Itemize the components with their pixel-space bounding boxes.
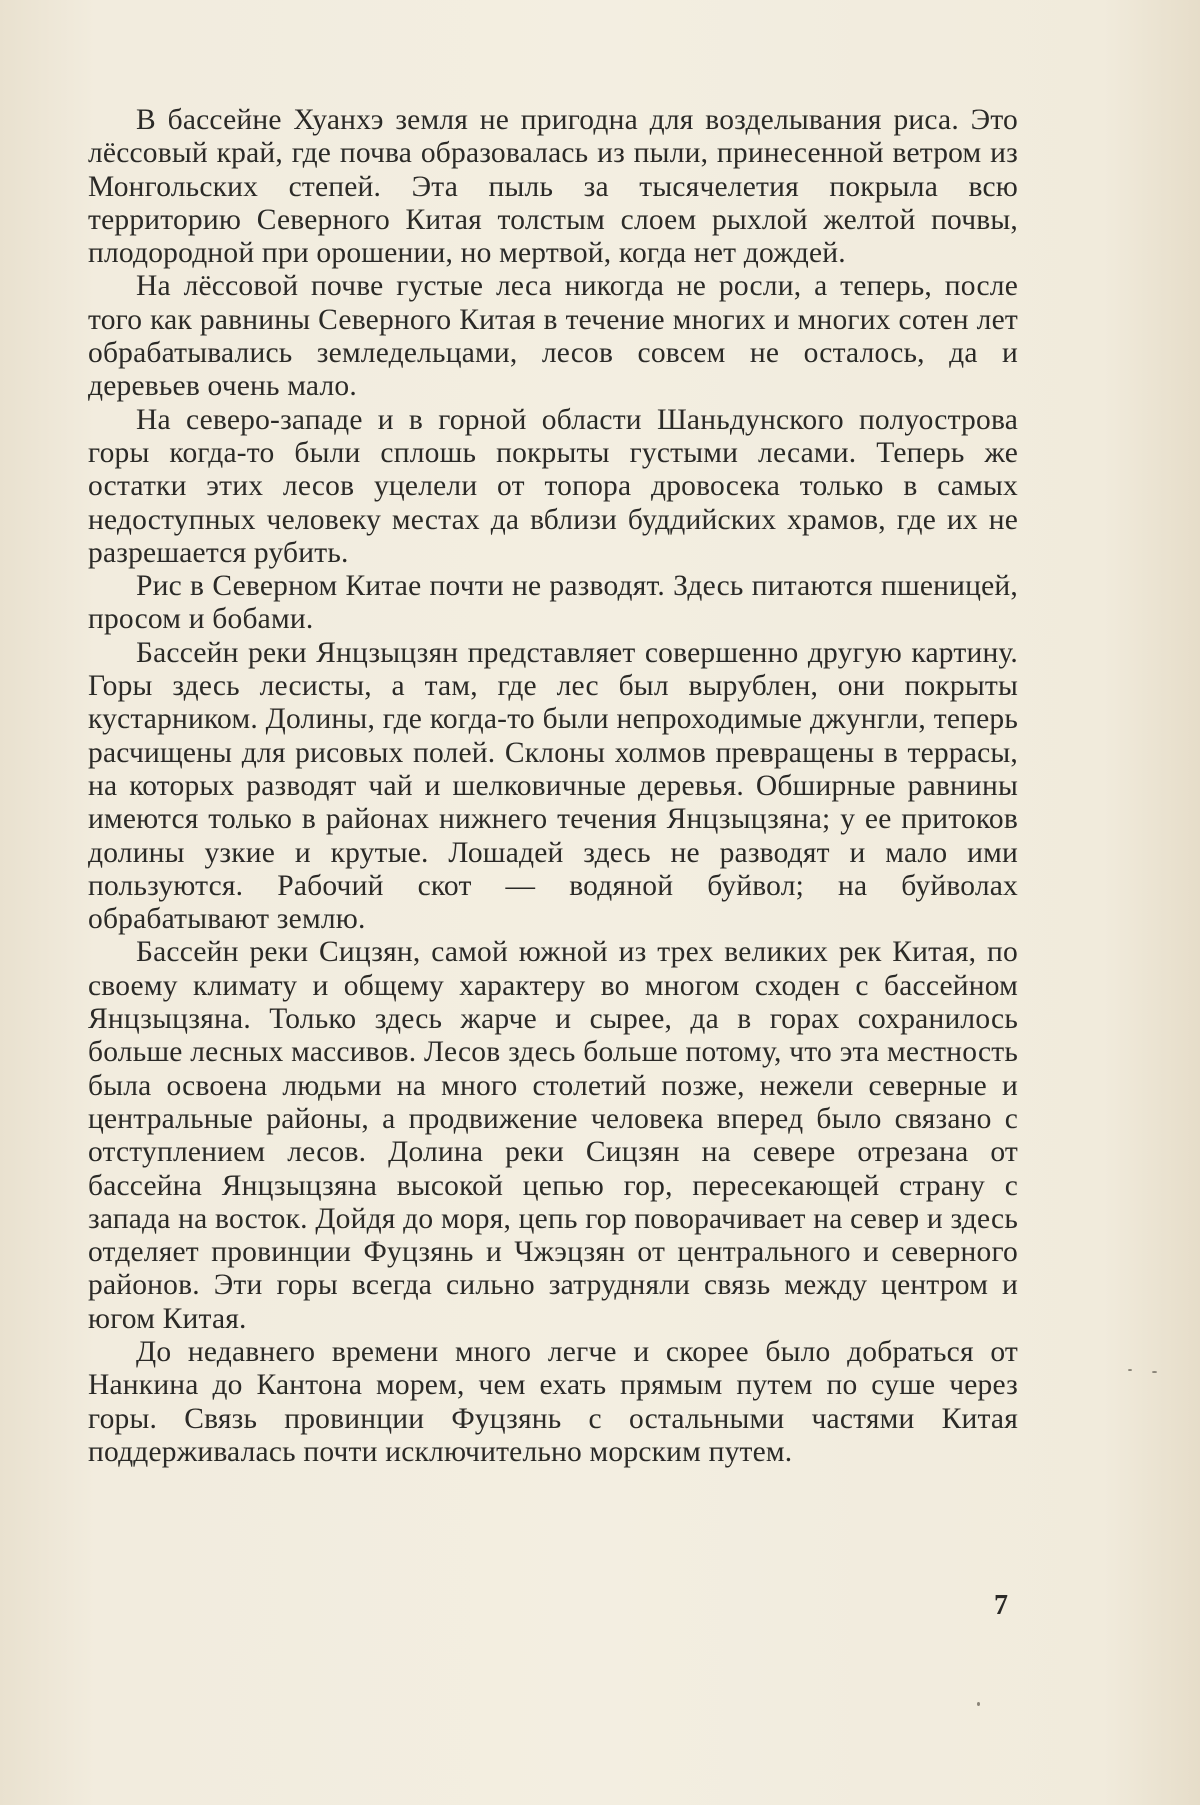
paper-speck — [1152, 1371, 1157, 1373]
paragraph-4: Рис в Северном Китае почти не разводят. Здесь питаются пшеницей, просом и бобами. — [88, 570, 1018, 636]
paragraph-6: Бассейн реки Сицзян, самой южной из трех великих рек Китая, по своему климату и общему характеру во многом сходен с бассейном Янцзыцзяна. Только здесь жарче и сырее, да в горах сохранилось больше лесных массивов. Лесов здесь больше потому, что эта местность была освоена людьми на много столетий позже, нежели северные и центральные районы, а продвижение человека вперед было связано с отступлением лесов. Долина реки Сицзян на севере отрезана от бассейна Янцзыцзяна высокой цепью гор, пересекающей страну с запада на восток. Дойдя до моря, цепь гор поворачивает на север и здесь отделяет провинции Фуцзянь и Чжэцзян от центрального и северного районов. Эти горы всегда сильно затрудняли связь между центром и югом Китая. — [88, 936, 1018, 1335]
page-number: 7 — [994, 1590, 1008, 1621]
paragraph-2: На лёссовой почве густые леса никогда не росли, а теперь, после того как равнины Северного Китая в течение многих и многих сотен лет обрабатывались земледельцами, лесов совсем не осталось, да и деревьев очень мало. — [88, 270, 1018, 403]
body-text — [88, 104, 1018, 1469]
paragraph-5: Бассейн реки Янцзыцзян представляет совершенно другую картину. Горы здесь лесисты, а там, где лес был вырублен, они покрыты кустарником. Долины, где когда-то были непроходимые джунгли, теперь расчищены для рисовых полей. Склоны холмов превращены в террасы, на которых разводят чай и шелковичные деревья. Обширные равнины имеются только в районах нижнего течения Янцзыцзяна; у ее притоков долины узкие и крутые. Лошадей здесь не разводят и мало ими пользуются. Рабочий скот — водяной буйвол; на буйволах обрабатывают землю. — [88, 636, 1018, 936]
paper-speck — [1128, 1369, 1132, 1371]
paragraph-7: До недавнего времени много легче и скорее было добраться от Нанкина до Кантона морем, чем ехать прямым путем по суше через горы. Связь провинции Фуцзянь с остальными частями Китая поддерживалась почти исключительно морским путем. — [88, 1335, 1018, 1468]
paragraph-3: На северо-западе и в горной области Шаньдунского полуострова горы когда-то были сплошь покрыты густыми лесами. Теперь же остатки этих лесов уцелели от топора дровосека только в самых недоступных человеку местах да вблизи буддийских храмов, где их не разрешается рубить. — [88, 403, 1018, 569]
paragraph-1: В бассейне Хуанхэ земля не пригодна для возделывания риса. Это лёссовый край, где почва образовалась из пыли, принесенной ветром из Монгольских степей. Эта пыль за тысячелетия покрыла всю территорию Северного Китая толстым слоем рыхлой желтой почвы, плодородной при орошении, но мертвой, когда нет дождей. — [88, 104, 1018, 270]
paper-speck — [977, 1702, 980, 1706]
